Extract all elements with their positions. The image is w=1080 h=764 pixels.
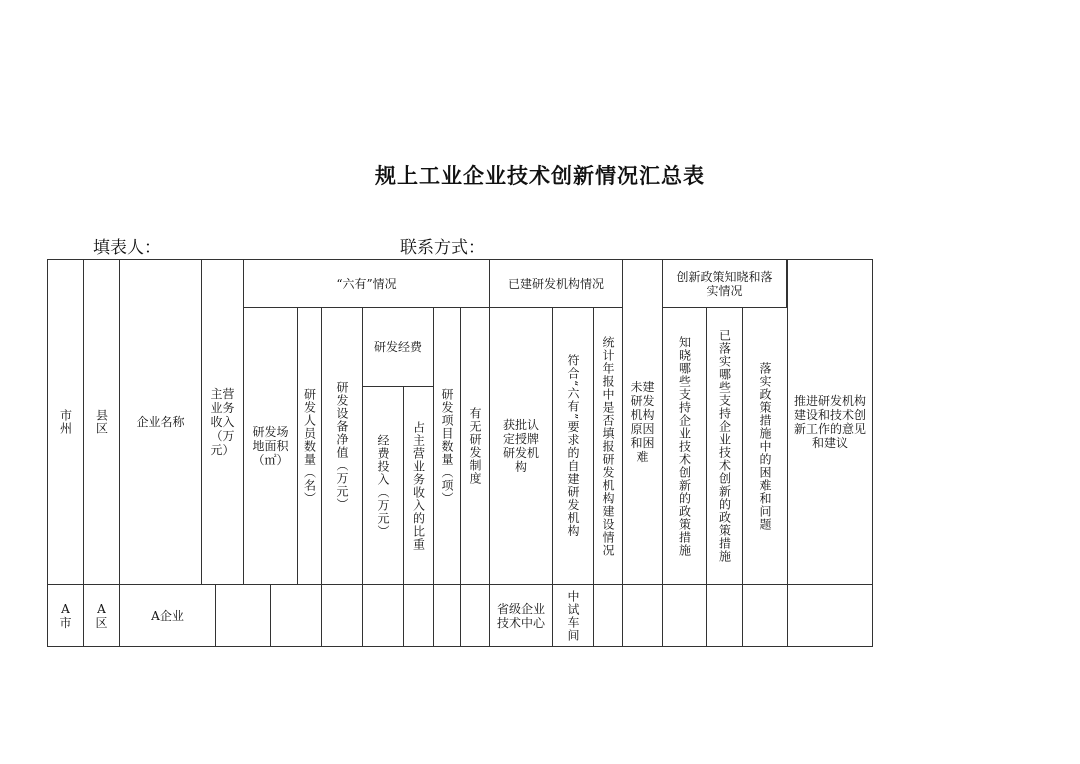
cell-rd-equipment [321,584,363,647]
cell-funds-input [362,584,404,647]
header-city: 市州 [47,259,84,585]
header-funds-input: 经费投入（万元） [362,386,404,585]
cell-rd-system [460,584,490,647]
filler-label: 填表人： [93,238,161,258]
cell-rd-area [270,584,322,647]
cell-company: A企业 [119,584,216,647]
header-county: 县区 [83,259,120,585]
header-rd-equipment: 研发设备净值（万元） [321,307,363,585]
header-stat-report: 统计年报中是否填报研发机构建设情况 [593,307,623,585]
header-built-institutions: 已建研发机构情况 [489,259,623,308]
cell-rd-projects [433,584,461,647]
header-policy-known: 知晓哪些支持企业技术创新的政策措施 [662,307,707,585]
cell-six-have-own: 中试车间 [552,584,594,647]
header-company: 企业名称 [119,259,202,585]
page-title: 规上工业企业技术创新情况汇总表 [375,163,705,188]
cell-suggestions [787,584,873,647]
header-revenue: 主营业务收入（万元） [201,259,244,585]
header-not-built-reason: 未建研发机构原因和困难 [622,259,663,585]
header-rd-area: 研发场地面积（㎡） [243,307,298,585]
cell-stat-report [593,584,623,647]
header-suggestions: 推进研发机构建设和技术创新工作的意见和建议 [787,259,873,585]
header-six-have: “六有”情况 [243,259,490,308]
header-six-have-own: 符合“六有”要求的自建研发机构 [552,307,594,585]
header-rd-projects: 研发项目数量（项） [433,307,461,585]
cell-not-built-reason [622,584,663,647]
header-policy-difficulty: 落实政策措施中的困难和问题 [742,307,788,585]
header-rd-system: 有无研发制度 [460,307,490,585]
contact-label: 联系方式： [400,238,485,258]
cell-policy-implemented [706,584,743,647]
cell-policy-known [662,584,707,647]
header-funds-ratio: 占主营业务收入的比重 [403,386,434,585]
header-rd-staff: 研发人员数量（名） [297,307,322,585]
cell-city: A市 [47,584,84,647]
cell-certified-institution: 省级企业技术中心 [489,584,553,647]
cell-county: A区 [83,584,120,647]
header-certified-institution: 获批认定授牌研发机构 [489,307,553,585]
cell-funds-ratio [403,584,434,647]
cell-revenue [215,584,271,647]
cell-policy-difficulty [742,584,788,647]
header-rd-funds: 研发经费 [362,307,434,387]
header-policy: 创新政策知晓和落实情况 [662,259,787,308]
header-policy-implemented: 已落实哪些支持企业技术创新的政策措施 [706,307,743,585]
